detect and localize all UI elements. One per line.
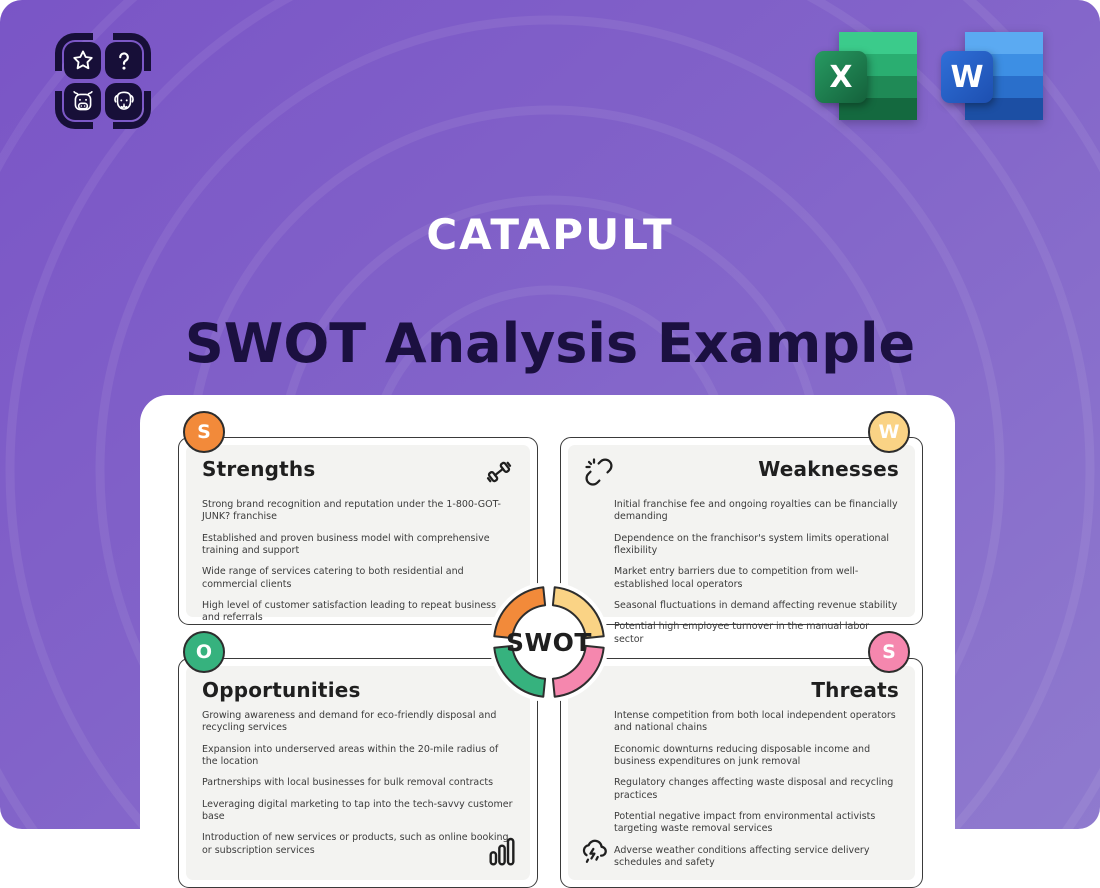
threats-item: Economic downturns reducing disposable income and business expenditures on junk removal <box>614 743 871 768</box>
word-icon <box>941 30 1045 122</box>
opportunities-item: Introduction of new services or products, such as online booking or subscription services <box>202 832 509 856</box>
bar-chart-icon <box>486 834 518 872</box>
excel-icon <box>815 30 919 122</box>
dumbbell-icon <box>484 457 514 491</box>
file-format-badges <box>815 30 1045 122</box>
opportunities-item: Partnerships with local businesses for bulk removal contracts <box>202 777 494 789</box>
strengths-item: Strong brand recognition and reputation under the 1-800-GOT-JUNK? franchise <box>202 499 501 523</box>
quadrant-threats <box>560 658 923 888</box>
excel-letter: X <box>815 51 867 103</box>
swot-card <box>140 395 955 875</box>
badge-weaknesses <box>868 411 910 453</box>
weaknesses-item: Initial franchise fee and ongoing royalties can be financially demanding <box>614 499 898 523</box>
brand-name: CATAPULT <box>426 210 674 259</box>
badge-opportunities <box>183 631 225 673</box>
strengths-item: High level of customer satisfaction leading to repeat business and referrals <box>202 600 497 624</box>
opportunities-panel <box>186 666 530 880</box>
star-icon <box>64 42 101 79</box>
opportunities-item: Expansion into underserved areas within the 20-mile radius of the location <box>202 743 499 768</box>
badge-letter: S <box>882 641 896 663</box>
threats-title: Threats <box>811 678 899 702</box>
opportunities-item: Leveraging digital marketing to tap into the tech-savvy customer base <box>202 798 513 823</box>
page-title: SWOT Analysis Example <box>184 312 916 375</box>
strengths-panel <box>186 445 530 624</box>
weaknesses-item: Dependence on the franchisor's system limits operational flexibility <box>614 532 890 557</box>
strengths-item: Established and proven business model with comprehensive training and support <box>202 532 490 557</box>
opportunities-title: Opportunities <box>202 678 361 702</box>
weaknesses-panel <box>568 445 915 645</box>
badge-strengths <box>183 411 225 453</box>
quadrant-weaknesses <box>560 437 923 645</box>
threats-item: Intense competition from both local independent operators and national chains <box>614 710 896 734</box>
broken-link-icon <box>584 457 614 491</box>
weaknesses-item: Market entry barriers due to competition from well-established local operators <box>614 566 859 590</box>
badge-letter: S <box>197 421 211 443</box>
threats-item: Regulatory changes affecting waste disposal and recycling practices <box>614 777 894 801</box>
dog-icon <box>105 83 142 120</box>
brand-logo <box>55 33 151 129</box>
swot-donut <box>484 577 614 707</box>
weaknesses-title: Weaknesses <box>758 457 899 481</box>
storm-cloud-icon <box>578 834 610 872</box>
swot-center-label: SWOT <box>506 627 592 657</box>
opportunities-item: Growing awareness and demand for eco-friendly disposal and recycling services <box>202 710 497 734</box>
question-icon <box>105 42 142 79</box>
word-letter: W <box>941 51 993 103</box>
badge-letter: O <box>195 641 213 663</box>
strengths-title: Strengths <box>202 457 316 481</box>
threats-item: Potential negative impact from environmental activists targeting waste removal services <box>614 811 876 835</box>
badge-letter: W <box>878 421 900 443</box>
cow-icon <box>64 83 101 120</box>
strengths-item: Wide range of services catering to both residential and commercial clients <box>202 566 464 590</box>
badge-threats <box>868 631 910 673</box>
logo-grid <box>64 42 142 120</box>
weaknesses-item: Seasonal fluctuations in demand affecting revenue stability <box>614 600 898 612</box>
threats-item: Adverse weather conditions affecting service delivery schedules and safety <box>614 844 870 869</box>
threats-panel <box>568 666 915 880</box>
weaknesses-item: Potential high employee turnover in the manual labor sector <box>614 621 870 645</box>
